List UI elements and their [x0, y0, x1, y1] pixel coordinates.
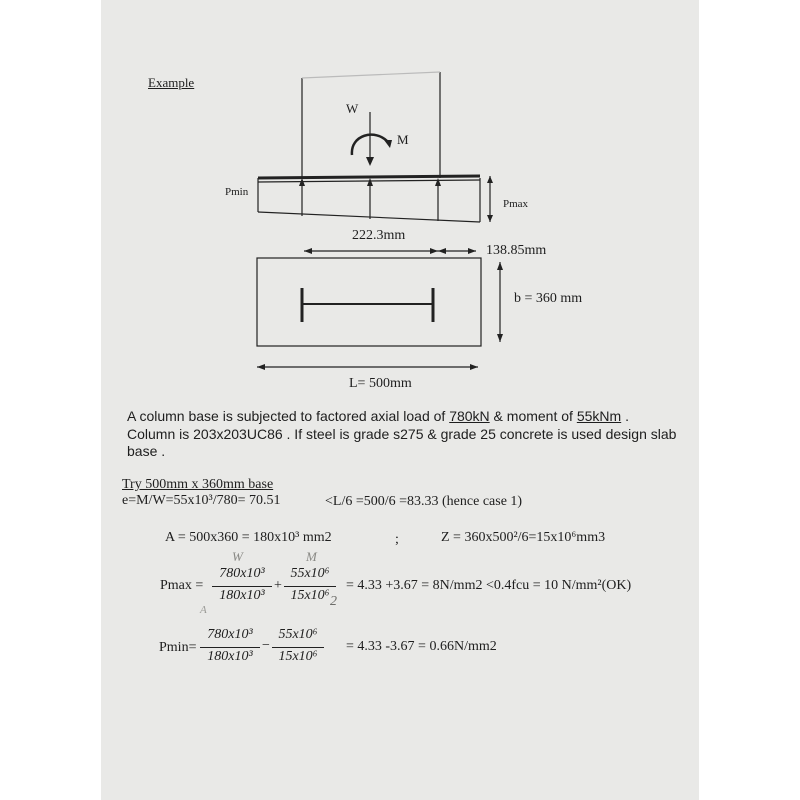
pmax-numerator-1: 780x10³: [219, 566, 265, 581]
pmax-numerator-2: 55x10⁶: [290, 566, 330, 581]
dim-222-label: 222.3mm: [352, 228, 406, 243]
pmax-result: = 4.33 +3.67 = 8N/mm2 <0.4fcu = 10 N/mm²(OK): [346, 578, 632, 593]
pmin-denominator-2: 15x10⁶: [278, 649, 318, 664]
example-heading: Example: [148, 75, 195, 90]
base-plate-line: [258, 176, 480, 178]
pmin-fraction-bar-2: [272, 647, 324, 648]
pressure-slope: [258, 212, 480, 222]
pmax-plus: +: [274, 578, 282, 593]
area-line: A = 500x360 = 180x10³ mm2: [165, 530, 332, 545]
problem-line-2: Column is 203x203UC86 . If steel is grade s275 & grade 25 concrete is used design slab: [127, 426, 677, 442]
problem-line-1: A column base is subjected to factored axial load of 780kN & moment of 55kNm .: [127, 408, 629, 424]
pencil-two-mark: 2: [330, 594, 337, 609]
try-base-line: Try 500mm x 360mm base: [122, 477, 274, 492]
pmax-denominator-2: 15x10⁶: [290, 588, 330, 603]
pmax-fraction-bar-1: [212, 586, 272, 587]
pmin-label: Pmin=: [159, 640, 197, 655]
pmax-label: Pmax =: [160, 578, 204, 593]
eccentricity-check: <L/6 =500/6 =83.33 (hence case 1): [325, 494, 523, 509]
pencil-a-mark: A: [200, 604, 207, 616]
dim-138-label: 138.85mm: [486, 243, 547, 258]
pmin-result: = 4.33 -3.67 = 0.66N/mm2: [346, 639, 497, 654]
pencil-w-mark: W: [232, 549, 243, 564]
modulus-line: Z = 360x500²/6=15x10⁶mm3: [441, 530, 606, 545]
pmax-diagram-label: Pmax: [503, 198, 529, 210]
pmax-fraction-bar-2: [284, 586, 336, 587]
eccentricity-line: e=M/W=55x10³/780= 70.51: [122, 493, 281, 508]
pmin-denominator-1: 180x10³: [207, 649, 253, 664]
base-plan-rect: [257, 258, 481, 346]
moment-m-label: M: [397, 132, 409, 147]
pmin-numerator-1: 780x10³: [207, 627, 253, 642]
pmin-numerator-2: 55x10⁶: [278, 627, 318, 642]
separator: ;: [395, 532, 399, 547]
dim-b-label: b = 360 mm: [514, 291, 583, 306]
pmin-minus: −: [262, 638, 270, 653]
pencil-m-mark: M: [306, 549, 317, 564]
pmin-fraction-bar-1: [200, 647, 260, 648]
pmax-denominator-1: 180x10³: [219, 588, 265, 603]
load-w-label: W: [346, 101, 359, 116]
pmin-diagram-label: Pmin: [225, 186, 249, 198]
dim-l-label: L= 500mm: [349, 376, 412, 391]
problem-line-3: base .: [127, 443, 166, 459]
